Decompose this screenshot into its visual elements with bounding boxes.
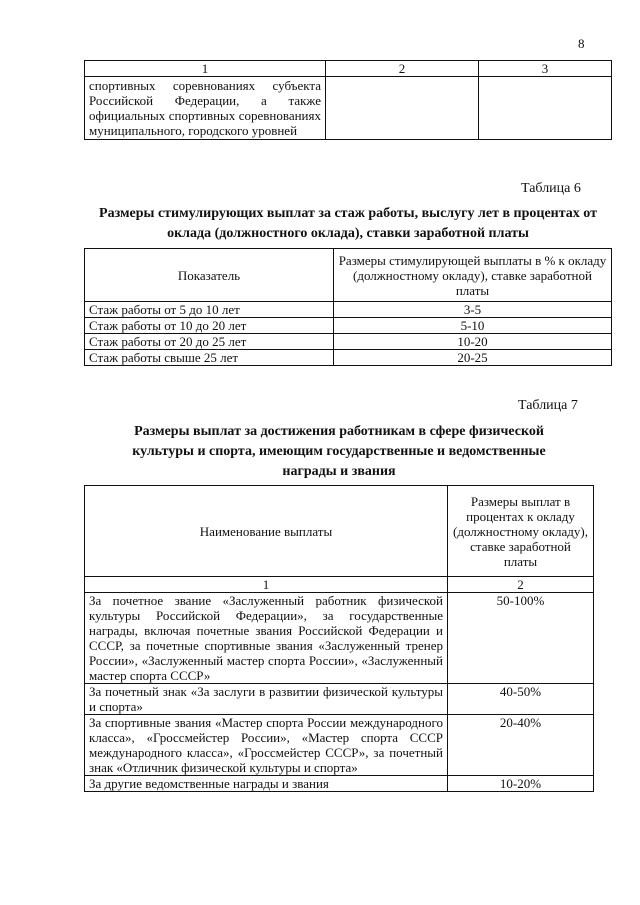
continued-table <box>84 60 612 140</box>
table7-row-value: 20-40% <box>448 715 594 776</box>
column-number-2: 2 <box>326 61 479 77</box>
table7-column-numbers-row <box>85 577 594 593</box>
table-row <box>85 334 612 350</box>
table-row <box>85 318 612 334</box>
continued-row-text: спортивных соревнованиях субъекта Российской Федерации, а также официальных спортивных соревнованиях муниципального, городского уровней <box>85 77 326 140</box>
table-row <box>85 77 612 140</box>
table7-header-row <box>85 486 594 577</box>
column-number-2: 2 <box>448 577 594 593</box>
table7-row-value: 10-20% <box>448 776 594 792</box>
table7-title: Размеры выплат за достижения работникам в сфере физической культуры и спорта, имеющим государственные и ведомственные награды и звания <box>132 424 546 479</box>
table6-row-label: Стаж работы свыше 25 лет <box>85 350 334 366</box>
table7-row-value: 50-100% <box>448 593 594 684</box>
table6-row-label: Стаж работы от 20 до 25 лет <box>85 334 334 350</box>
table-row <box>85 684 594 715</box>
table7-row-label: За почетный знак «За заслуги в развитии физической культуры и спорта» <box>85 684 448 715</box>
table-row <box>85 350 612 366</box>
column-number-3: 3 <box>479 61 612 77</box>
table6-caption: Таблица 6 <box>521 181 581 196</box>
column-number-1: 1 <box>85 61 326 77</box>
table7 <box>84 485 594 792</box>
table7-row-label: За другие ведомственные награды и звания <box>85 776 448 792</box>
column-number-1: 1 <box>85 577 448 593</box>
table7-col1-header: Наименование выплаты <box>85 486 448 577</box>
continued-table-header-row <box>85 61 612 77</box>
table6-row-label: Стаж работы от 10 до 20 лет <box>85 318 334 334</box>
table6-header-row <box>85 249 612 302</box>
table7-row-label: За спортивные звания «Мастер спорта России международного класса», «Гроссмейстер России», «Мастер спорта СССР международного класса», «Гроссмейстер СССР», за почетный знак «Отличник физической культуры и спорта» <box>85 715 448 776</box>
table7-row-value: 40-50% <box>448 684 594 715</box>
table6-row-value: 20-25 <box>334 350 612 366</box>
table6-row-label: Стаж работы от 5 до 10 лет <box>85 302 334 318</box>
table7-col2-header: Размеры выплат в процентах к окладу (должностному окладу), ставке заработной платы <box>448 486 594 577</box>
table7-caption: Таблица 7 <box>518 398 578 413</box>
table-row <box>85 776 594 792</box>
table7-row-label: За почетное звание «Заслуженный работник физической культуры Российской Федерации», за государственные награды, включая почетные звания Российской Федерации и СССР, за почетные спортивные звания «Заслуженный тренер России», «Заслуженный мастер спорта России», «Заслуженный мастер спорта СССР» <box>85 593 448 684</box>
table6-col2-header: Размеры стимулирующей выплаты в % к окладу (должностному окладу), ставке заработной платы <box>334 249 612 302</box>
empty-cell <box>326 77 479 140</box>
page-number: 8 <box>578 36 585 51</box>
table-row <box>85 715 594 776</box>
table-row <box>85 593 594 684</box>
table6-row-value: 3-5 <box>334 302 612 318</box>
table6-title: Размеры стимулирующих выплат за стаж работы, выслугу лет в процентах от оклада (должностного оклада), ставки заработной платы <box>99 206 597 241</box>
table6 <box>84 248 612 366</box>
table-row <box>85 302 612 318</box>
table6-row-value: 5-10 <box>334 318 612 334</box>
empty-cell <box>479 77 612 140</box>
table6-row-value: 10-20 <box>334 334 612 350</box>
table6-col1-header: Показатель <box>85 249 334 302</box>
